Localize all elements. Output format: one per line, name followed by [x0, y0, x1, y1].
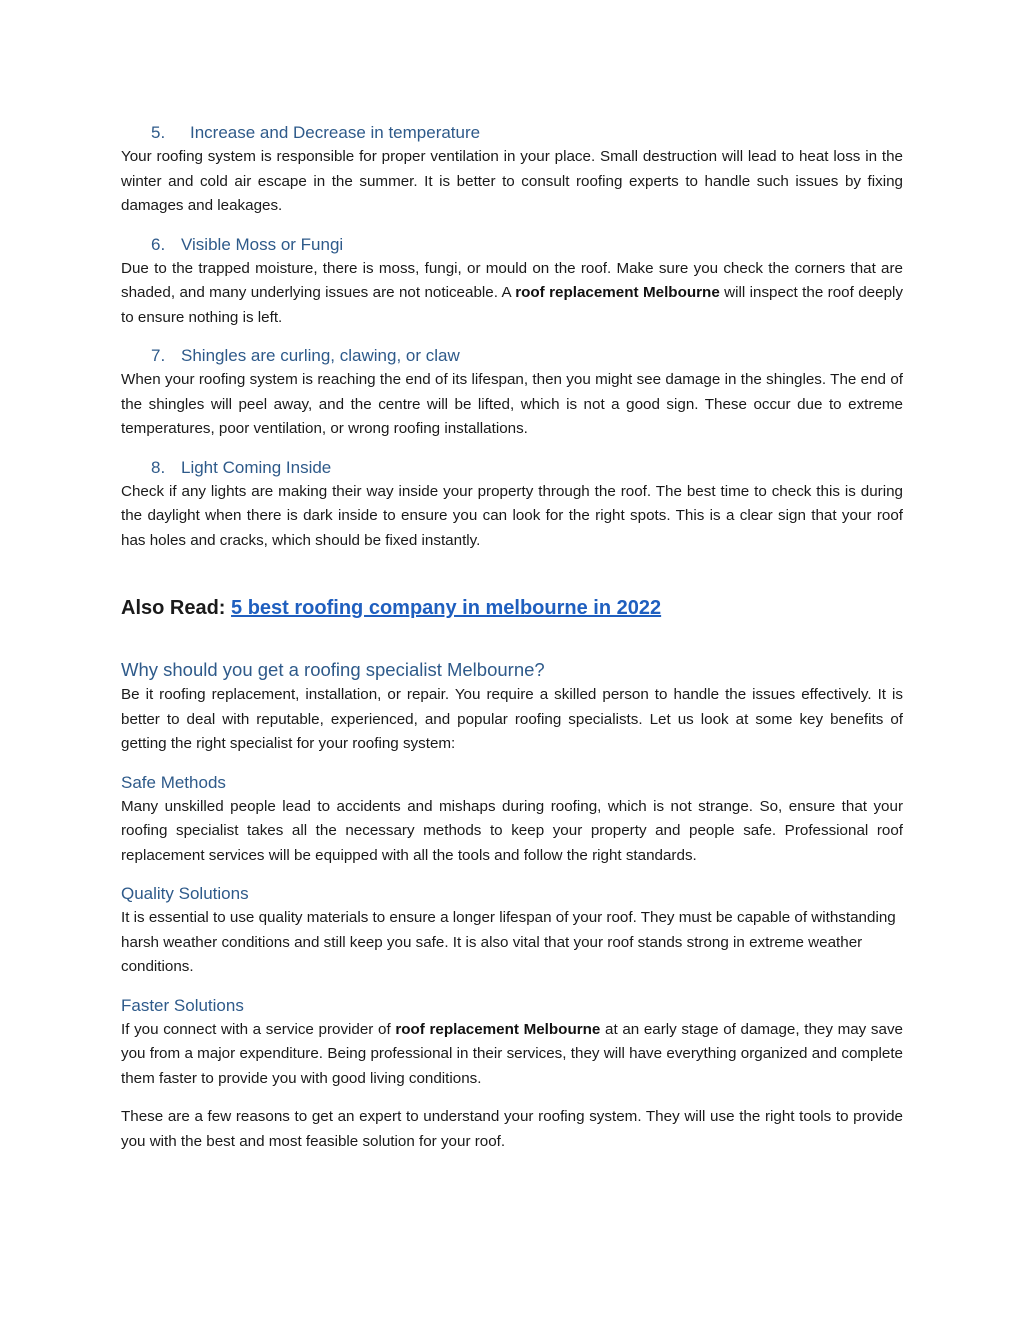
section-shingles: [121, 344, 903, 442]
section-paragraph: Check if any lights are making their way inside your property through the roof. The best time to check this is during the daylight when there is dark inside to ensure you can look for the right spots. This is a clear sign that your roof has holes and cracks, which should be fixed instantly.: [121, 482, 903, 549]
section-paragraph: Be it roofing replacement, installation, or repair. You require a skilled person to handle the issues effectively. It is better to deal with reputable, experienced, and popular roofing specialists. Let us look at some key benefits of getting the right specialist for your roofing system:: [121, 686, 903, 752]
also-read-label: Also Read:: [121, 597, 226, 619]
benefit-heading: Faster Solutions: [121, 995, 244, 1015]
section-light-inside: [121, 456, 903, 554]
heading-text: Visible Moss or Fungi: [181, 234, 344, 254]
document-page: [121, 121, 903, 1154]
numbered-heading: [121, 233, 903, 257]
benefit-quality-solutions: [121, 882, 903, 980]
benefit-heading: Safe Methods: [121, 772, 226, 792]
benefit-faster-solutions: [121, 994, 903, 1092]
section-why-specialist: [121, 657, 903, 757]
section-moss-fungi: [121, 233, 903, 331]
benefit-safe-methods: [121, 771, 903, 869]
bold-keyword: roof replacement Melbourne: [515, 284, 720, 301]
section-paragraph: Your roofing system is responsible for proper ventilation in your place. Small destruction will lead to heat loss in the winter and cold air escape in the summer. It is better to consult roofing experts to handle such issues by fixing damages and leakages.: [121, 148, 903, 214]
list-number: 5.: [151, 123, 166, 142]
list-number: 8.: [151, 457, 166, 477]
benefit-heading: Quality Solutions: [121, 884, 249, 903]
section-paragraph: [121, 257, 903, 331]
closing-paragraph: These are a few reasons to get an expert to understand your roofing system. They will use the right tools to provide you with the best and most feasible solution for your roof.: [121, 1108, 903, 1150]
list-number: 6.: [151, 234, 166, 254]
benefit-paragraph: [121, 1018, 903, 1092]
numbered-heading: [121, 121, 903, 145]
section-temperature: [121, 121, 903, 219]
heading-text: Increase and Decrease in temperature: [190, 123, 481, 142]
benefit-paragraph: It is essential to use quality materials to ensure a longer lifespan of your roof. They must be capable of withstanding harsh weather conditions and still keep you safe. It is also vital that your roof stands strong in extreme weather conditions.: [121, 909, 896, 975]
heading-text: Shingles are curling, clawing, or claw: [181, 346, 460, 365]
also-read-link[interactable]: 5 best roofing company in melbourne in 2022: [231, 597, 662, 619]
benefit-paragraph: Many unskilled people lead to accidents and mishaps during roofing, which is not strange. So, ensure that your roofing specialist takes all the necessary methods to keep your property and people safe. Professional roof replacement services will be equipped with all the tools and follow the right standards.: [121, 797, 903, 864]
also-read: [121, 593, 903, 623]
paragraph-text: will inspect the roof deeply to ensure nothing is left.: [121, 284, 903, 326]
paragraph-text: at an early stage of damage, they may save you from a major expenditure. Being professional in their services, they will have everything organized and complete them faster to provide you with good living conditions.: [121, 1020, 903, 1087]
section-paragraph: When your roofing system is reaching the end of its lifespan, then you might see damage in the shingles. The end of the shingles will peel away, and the centre will be lifted, which is not a good sign. These occur due to extreme temperatures, poor ventilation, or wrong roofing installations.: [121, 371, 903, 437]
paragraph-text: Due to the trapped moisture, there is moss, fungi, or mould on the roof. Make sure you check the corners that are shaded, and many underlying issues are not noticeable. A: [121, 259, 903, 301]
section-heading: Why should you get a roofing specialist Melbourne?: [121, 659, 545, 680]
numbered-heading: [121, 344, 903, 368]
bold-keyword: roof replacement Melbourne: [395, 1020, 601, 1038]
heading-text: Light Coming Inside: [181, 457, 332, 477]
list-number: 7.: [151, 346, 166, 365]
numbered-heading: [121, 456, 903, 480]
paragraph-text: If you connect with a service provider of: [121, 1020, 396, 1038]
